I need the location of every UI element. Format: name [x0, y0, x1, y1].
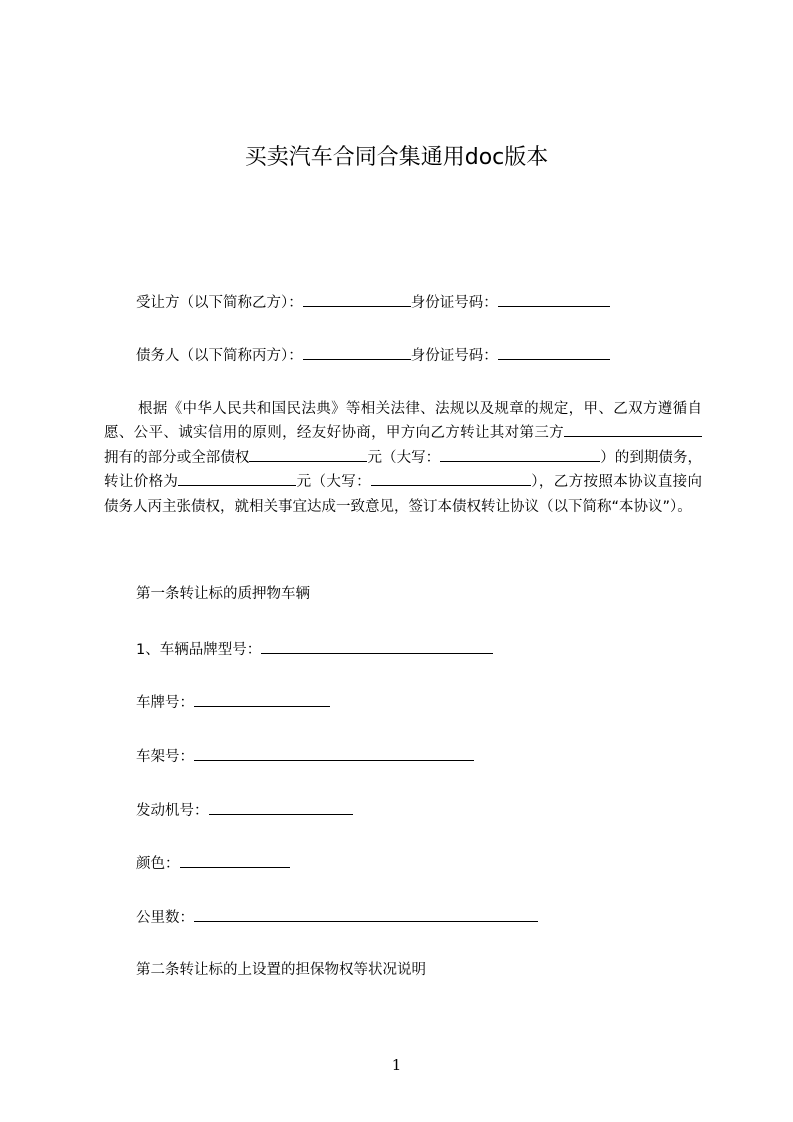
mileage-line — [136, 906, 538, 928]
debtor-id-blank[interactable] — [498, 344, 610, 360]
page-number: 1 — [391, 1056, 402, 1074]
brand-model-blank[interactable] — [261, 638, 493, 654]
price-words-blank[interactable] — [371, 470, 531, 486]
section-1-heading: 第一条转让标的质押物车辆 — [136, 586, 310, 602]
intro-paragraph — [104, 397, 702, 519]
para-text-1: 根据《中华人民共和国民法典》等相关法律、法规以及规章的规定，甲、乙双方遵循自愿、公平、诚实信用的原则，经友好协商，甲方向乙方转让其对第三方 — [104, 401, 702, 442]
transferee-id-blank[interactable] — [498, 291, 610, 307]
transferee-id-label: 身份证号码： — [410, 295, 498, 311]
debtor-id-label: 身份证号码： — [410, 348, 498, 364]
amount-words-blank-1[interactable] — [440, 446, 600, 462]
document-title: 买卖汽车合同合集通用doc版本 — [244, 145, 549, 170]
section-2-heading: 第二条转让标的上设置的担保物权等状况说明 — [136, 962, 426, 978]
frame-number-line — [136, 745, 474, 767]
debtor-label: 债务人（以下简称丙方）： — [136, 348, 303, 364]
brand-model-line — [136, 638, 493, 660]
transferee-name-blank[interactable] — [303, 291, 411, 307]
debtor-line — [136, 344, 610, 366]
transferee-line — [136, 291, 610, 313]
plate-number-label: 车牌号： — [136, 695, 194, 711]
frame-number-label: 车架号： — [136, 749, 194, 765]
para-text-4: ）的到期债务，转让价格为 — [104, 449, 703, 491]
price-blank[interactable] — [178, 470, 296, 486]
para-text-6: ），乙方按照本协议直接向债务人丙主张债权，就相关事宜达成一致意见，签订本债权转让协议（以下简称“本协议”）。 — [104, 474, 703, 515]
color-label: 颜色： — [136, 856, 180, 872]
engine-number-label: 发动机号： — [136, 803, 209, 819]
mileage-blank[interactable] — [194, 906, 538, 922]
engine-number-line — [136, 799, 353, 821]
color-blank[interactable] — [180, 852, 290, 868]
brand-model-label: 1、车辆品牌型号： — [136, 642, 262, 658]
para-text-3: 元（大写： — [367, 449, 441, 466]
transferee-label: 受让方（以下简称乙方）： — [136, 295, 303, 311]
debtor-name-blank[interactable] — [303, 344, 411, 360]
para-text-2: 拥有的部分或全部债权 — [104, 449, 250, 466]
frame-number-blank[interactable] — [194, 745, 474, 761]
color-line — [136, 852, 290, 874]
para-text-5: 元（大写： — [296, 474, 371, 491]
engine-number-blank[interactable] — [209, 799, 353, 815]
amount-blank-1[interactable] — [249, 446, 367, 462]
mileage-label: 公里数： — [136, 910, 194, 926]
plate-number-blank[interactable] — [194, 691, 330, 707]
third-party-blank[interactable] — [564, 421, 702, 437]
plate-number-line — [136, 691, 330, 713]
